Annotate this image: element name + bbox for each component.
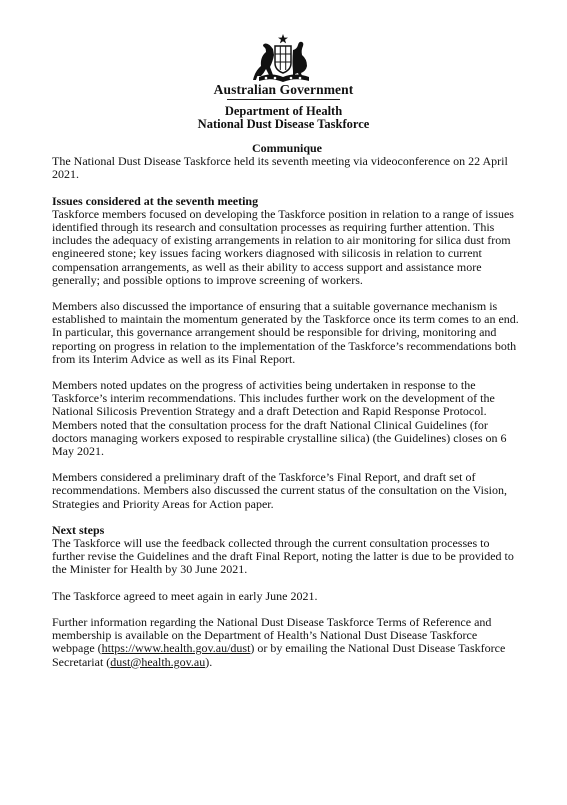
next-meeting-paragraph: The Taskforce agreed to meet again in early June 2021.: [52, 588, 318, 603]
further-info-text: Further information regarding the National Dust Disease Taskforce Terms of Reference and membership is available on the Department of Health’s National Dust Disease Taskforce webpage (: [52, 614, 492, 656]
taskforce-name: National Dust Disease Taskforce: [197, 117, 370, 131]
further-info-text: ) or by emailing the National Dust Disease Taskforce Secretariat (: [52, 641, 506, 669]
government-name: Australian Government: [213, 82, 354, 97]
issues-paragraph: Members noted updates on the progress of activities being undertaken in response to the Taskforce’s interim recommendations. This includes further work on the development of the National Silicosis Prevention Strategy and a draft Detection and Rapid Response Protocol. Members noted that the consultation process for the draft National Clinical Guidelines (for doctors managing workers exposed to respirable crystalline silica) (the Guidelines) closes on 6 May 2021.: [52, 378, 507, 459]
department-name: Department of Health: [224, 104, 343, 118]
email-link[interactable]: dust@health.gov.au: [110, 654, 206, 669]
next-steps-heading: Next steps: [52, 522, 105, 537]
coat-of-arms-logo: [251, 33, 315, 83]
intro-paragraph: The National Dust Disease Taskforce held its seventh meeting via videoconference on 22 April 2021.: [52, 154, 508, 182]
document-body: [52, 142, 522, 682]
issues-paragraph: Members also discussed the importance of ensuring that a suitable governance mechanism is established to maintain the momentum generated by the Taskforce once its term comes to an end. In particular, this governance arrangement should be responsible for driving, monitoring and reporting on progress in relation to the implementation of the Taskforce’s recommendations both from its Interim Advice as well as its Final Report.: [52, 299, 519, 366]
next-steps-paragraph: The Taskforce will use the feedback collected through the current consultation processes to further revise the Guidelines and the draft Final Report, noting the latter is due to be provided to the Minister for Health by 30 June 2021.: [52, 536, 514, 577]
communique-title: Communique: [251, 141, 322, 155]
further-info-text: ).: [205, 654, 213, 669]
further-info-paragraph: [52, 616, 522, 669]
issues-paragraph: Taskforce members focused on developing the Taskforce position in relation to a range of issues identified through its research and consultation processes as requiring further attention. This includes the adequacy of existing arrangements in relation to air monitoring for silica dust from engineered stone; key issues facing workers diagnosed with silicosis in relation to current compensation arrangements, as well as their ability to access support and assistance more generally; and possible options to improve screening of workers.: [52, 206, 514, 287]
issues-heading: Issues considered at the seventh meeting: [52, 193, 259, 208]
issues-paragraph: Members considered a preliminary draft of the Taskforce’s Final Report, and draft set of recommendations. Members also discussed the current status of the consultation on the Vision, Strategies and Priority Areas for Action paper.: [52, 470, 507, 511]
header-divider: [227, 99, 340, 100]
webpage-link[interactable]: https://www.health.gov.au/dust: [101, 641, 251, 656]
